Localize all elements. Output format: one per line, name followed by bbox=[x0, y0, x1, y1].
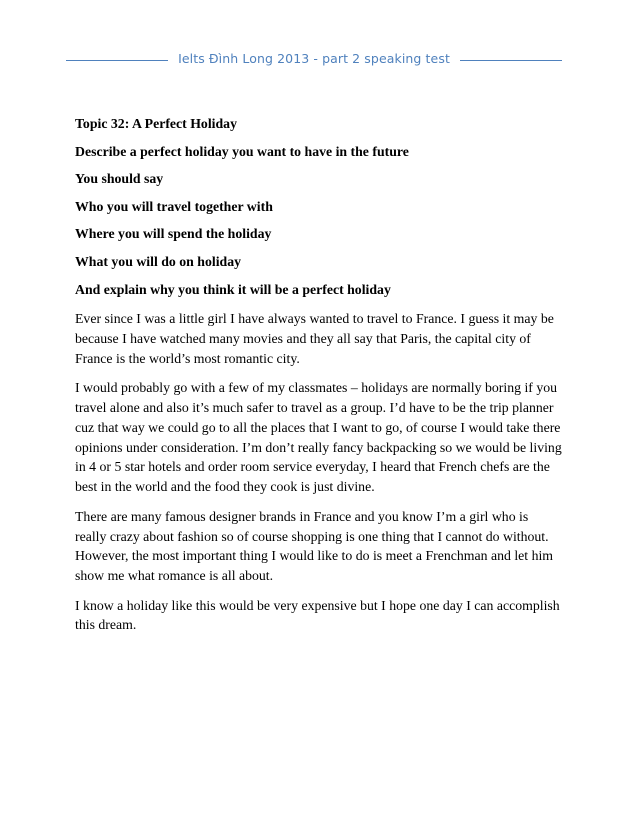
cue-point-who: Who you will travel together with bbox=[75, 198, 273, 214]
answer-paragraph: I know a holiday like this would be very expensive but I hope one day I can accomplish this dream. bbox=[75, 597, 560, 633]
describe-instruction: Describe a perfect holiday you want to have in the future bbox=[75, 143, 409, 159]
cue-point-why: And explain why you think it will be a perfect holiday bbox=[75, 281, 391, 297]
should-say-label: You should say bbox=[75, 171, 164, 187]
cue-point-where: Where you will spend the holiday bbox=[75, 226, 272, 242]
header-title: Ielts Đình Long 2013 - part 2 speaking test bbox=[178, 50, 450, 66]
answer-paragraph: There are many famous designer brands in France and you know I’m a girl who is really crazy about fashion so of course shopping is one thing that I cannot do without. However, the most important thing I would like to do is meet a Frenchman and let him show me what romance is all about. bbox=[75, 508, 554, 584]
page-header bbox=[66, 48, 562, 68]
document-body bbox=[75, 116, 563, 645]
header-rule-left bbox=[66, 60, 168, 61]
answer-paragraph: Ever since I was a little girl I have always wanted to travel to France. I guess it may be because I have watched many movies and they all say that Paris, the capital city of France is the world’s most romantic city. bbox=[75, 311, 554, 366]
header-rule-right bbox=[460, 60, 562, 61]
topic-title: Topic 32: A Perfect Holiday bbox=[75, 116, 237, 131]
answer-paragraph: I would probably go with a few of my classmates – holidays are normally boring if you travel alone and also it’s much safer to travel as a group. I’d have to be the trip planner cuz that way we could go to all the places that I want to go, of course I would take there opinions under consideration. I’m don’t really fancy backpacking so we would be living in 4 or 5 star hotels and order room service everyday, I heard that French chefs are the best in the world and the food they cook is just divine. bbox=[75, 380, 562, 495]
cue-point-what: What you will do on holiday bbox=[75, 253, 241, 269]
